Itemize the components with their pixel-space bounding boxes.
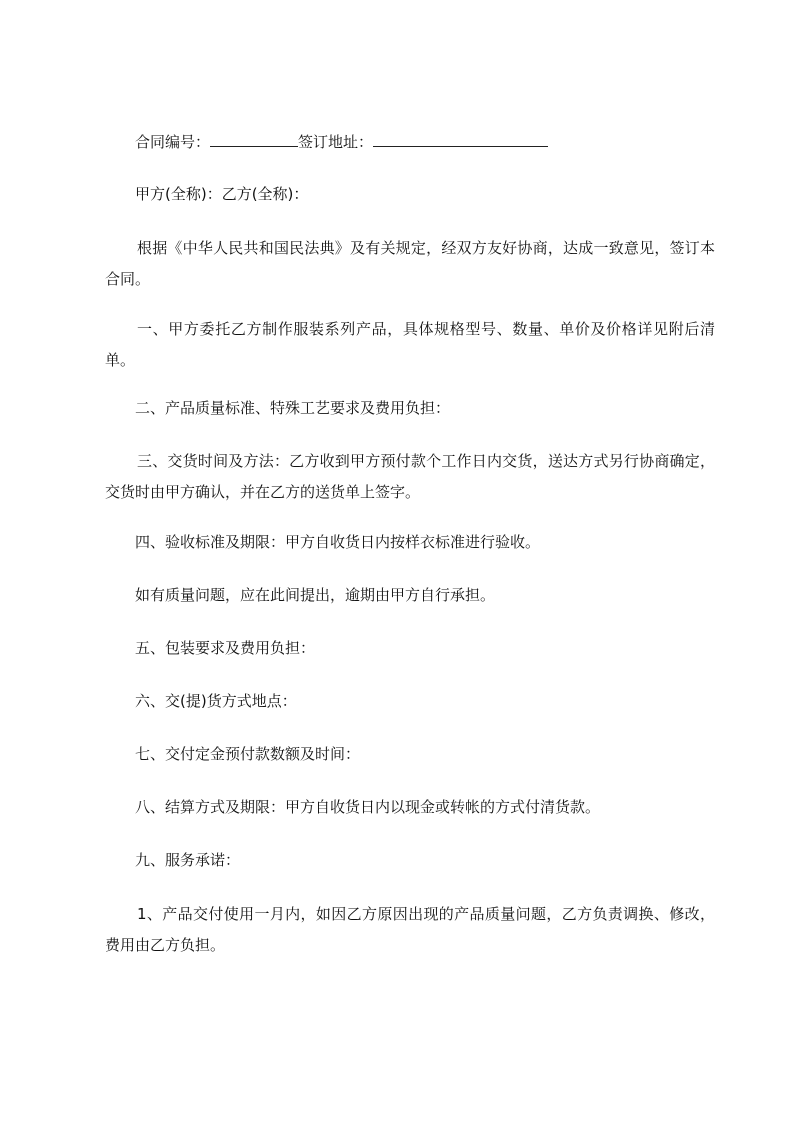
clause-4: 四、验收标准及期限：甲方自收货日内按样衣标准进行验收。: [135, 533, 541, 551]
clause-1: 一、甲方委托乙方制作服装系列产品，具体规格型号、数量、单价及价格详见附后清单。: [105, 320, 715, 369]
contract-no-blank: [210, 145, 298, 147]
clause-9: 九、服务承诺：: [135, 851, 241, 869]
clause-9-item-1: 1、产品交付使用一月内，如因乙方原因出现的产品质量问题，乙方负责调换、修改，费用由乙方负担。: [105, 905, 715, 954]
clause-3: 三、交货时间及方法：乙方收到甲方预付款个工作日内交货，送达方式另行协商确定，交货时由甲方确认，并在乙方的送货单上签字。: [105, 452, 715, 501]
clause-7: 七、交付定金预付款数额及时间：: [135, 745, 361, 763]
clause-5: 五、包装要求及费用负担：: [135, 639, 316, 657]
intro-paragraph: 根据《中华人民共和国民法典》及有关规定，经双方友好协商，达成一致意见，签订本合同。: [105, 239, 715, 288]
sign-place-label: 签订地址：: [298, 133, 374, 151]
sign-place-blank: [373, 145, 548, 147]
parties-line: 甲方(全称)：乙方(全称)：: [135, 185, 309, 203]
contract-no-label: 合同编号：: [135, 133, 211, 151]
clause-6: 六、交(提)货方式地点：: [135, 692, 297, 710]
clause-4-note: 如有质量问题，应在此间提出，逾期由甲方自行承担。: [135, 586, 496, 604]
clause-2: 二、产品质量标准、特殊工艺要求及费用负担：: [135, 399, 451, 417]
clause-8: 八、结算方式及期限：甲方自收货日内以现金或转帐的方式付清货款。: [135, 798, 601, 816]
contract-header-line: [105, 127, 715, 158]
